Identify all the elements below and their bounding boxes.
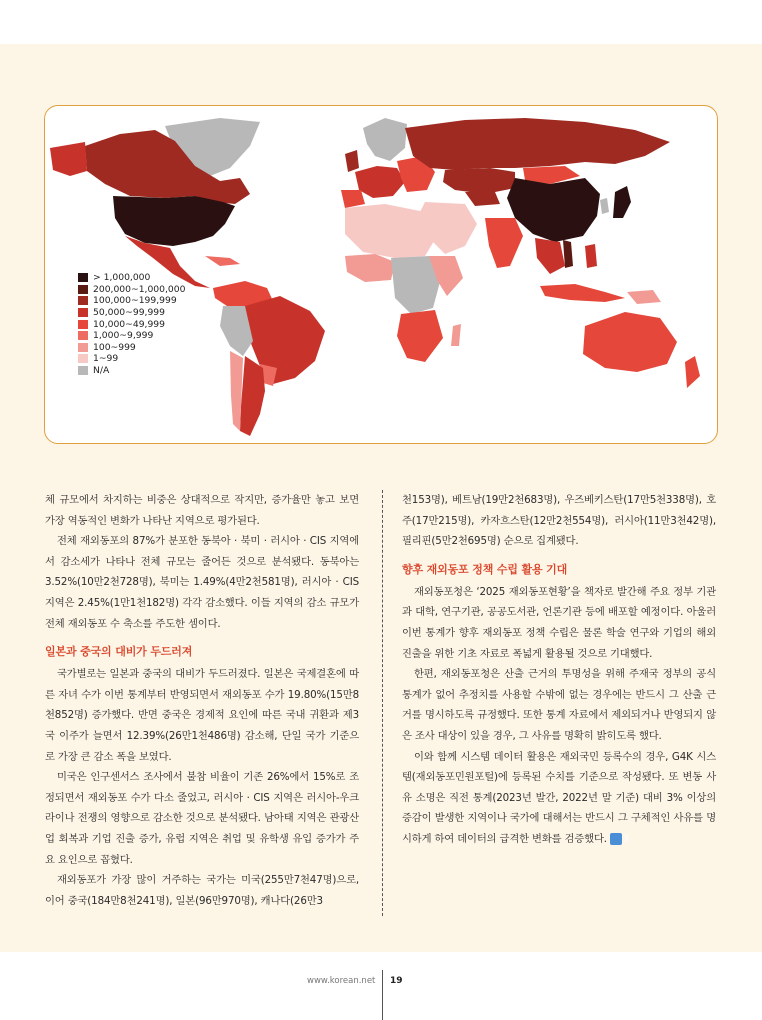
map-russia <box>405 118 670 170</box>
right-column <box>402 490 716 850</box>
legend-item <box>78 342 238 354</box>
legend-swatch <box>78 343 88 352</box>
legend-label: 50,000~99,999 <box>93 307 165 319</box>
map-papua <box>627 290 661 304</box>
legend-label: N/A <box>93 365 110 377</box>
paragraph: 한편, 재외동포청은 산출 근거의 투명성을 위해 주재국 정부의 공식 통계가 없어 추정치를 사용할 수밖에 없는 경우에는 반드시 그 산출 근거를 명시하도록 규정했다. 또한 통계 자료에서 제외되거나 반영되지 않은 조사 대상이 있을 경우, 그 사유를 명확히 밝히도록 했다. <box>402 668 716 742</box>
map-korea <box>600 198 609 214</box>
legend-item <box>78 284 238 296</box>
legend-label: 1~99 <box>93 353 119 365</box>
legend-item <box>78 330 238 342</box>
map-philippines <box>585 244 597 268</box>
map-north-africa <box>345 204 437 258</box>
legend-item <box>78 272 238 284</box>
page-number: 19 <box>390 976 403 986</box>
map-uk <box>345 150 359 172</box>
legend-swatch <box>78 320 88 329</box>
paragraph: 재외동포가 가장 많이 거주하는 국가는 미국(255만7천47명)으로, 이어 중국(184만8천241명), 일본(96만970명), 캐나다(26만3 <box>45 874 359 907</box>
paragraph: 전체 재외동포의 87%가 분포한 동북아 · 북미 · 러시아 · CIS 지역에서 감소세가 나타나 전체 규모는 줄어든 것으로 분석됐다. 동북아는 3.52%(10만2천728명), 북미는 1.49%(4만2천581명), 러시아 · CIS 지역은 2.45%(1만1천182명) 각각 감소했다. 이들 지역의 감소 규모가 전체 재외동포 수 축소를 주도한 셈이다. <box>45 535 359 630</box>
legend-label: 10,000~49,999 <box>93 318 165 330</box>
map-japan <box>613 186 631 218</box>
paragraph-text: 이와 함께 시스템 데이터 활용은 재외국민 등록수의 경우, G4K 시스템(재외동포민원포털)에 등록된 수치를 기준으로 작성됐다. 또 변동 사유 소명은 직전 통계(2023년 발간, 2022년 말 기준) 대비 3% 이상의 증감이 발생한 지역이나 국가에 대해서는 반드시 그 구체적인 사유를 명시하게 하여 데이터의 급격한 변화를 검증했다. <box>402 750 716 845</box>
top-white-band <box>0 0 762 44</box>
footer-site: www.korean.net <box>307 976 376 986</box>
paragraph: 재외동포청은 ‘2025 재외동포현황’을 책자로 발간해 주요 정부 기관과 대학, 연구기관, 공공도서관, 언론기관 등에 배포할 예정이다. 아울러 이번 통계가 향후 재외동포 정책 수립은 물론 학술 연구와 기업의 해외 진출을 위한 기초 자료로 폭넓게 활용될 것으로 기대했다. <box>402 585 716 660</box>
paragraph: 국가별로는 일본과 중국의 대비가 두드러졌다. 일본은 국제결혼에 따른 자녀 수가 이번 통계부터 반영되면서 재외동포 수가 19.80%(15만8천852명) 증가했다. 반면 중국은 경제적 요인에 따른 국내 귀환과 제3국 이주가 늘면서 12.39%(26만1천486명) 감소해, 단일 국가 기준으로 가장 큰 감소 폭을 보였다. <box>45 668 359 763</box>
paragraph: 미국은 인구센서스 조사에서 불참 비율이 기존 26%에서 15%로 조정되면서 재외동포 수가 다소 줄었고, 러시아 · CIS 지역은 러시아-우크라이나 전쟁의 영향으로 감소한 것으로 분석됐다. 남아태 지역은 관광산업 회복과 기업 진출 증가, 유럽 지역은 취업 및 유학생 유입 증가가 주요 요인으로 꼽혔다. <box>45 771 359 866</box>
legend-swatch <box>78 366 88 375</box>
map-alaska <box>50 142 87 176</box>
legend-swatch <box>78 308 88 317</box>
legend-item <box>78 307 238 319</box>
legend-item <box>78 353 238 365</box>
legend-label: 100~999 <box>93 341 136 353</box>
map-madagascar <box>451 324 461 346</box>
map-caribbean <box>205 256 240 266</box>
left-column <box>45 490 359 911</box>
section-heading: 향후 재외동포 정책 수립 활용 기대 <box>402 562 568 576</box>
map-legend <box>78 272 238 376</box>
legend-swatch <box>78 285 88 294</box>
legend-item <box>78 295 238 307</box>
column-divider <box>382 490 383 916</box>
end-mark-icon: 창 <box>610 833 622 845</box>
map-southern-africa <box>397 310 443 362</box>
world-map-panel <box>44 105 718 444</box>
legend-label: 100,000~199,999 <box>93 295 177 307</box>
map-southeast-asia <box>535 238 565 274</box>
legend-label: > 1,000,000 <box>93 272 151 284</box>
legend-swatch <box>78 296 88 305</box>
legend-swatch <box>78 354 88 363</box>
legend-swatch <box>78 273 88 282</box>
map-scandinavia <box>363 118 407 161</box>
legend-item <box>78 365 238 377</box>
legend-item <box>78 318 238 330</box>
map-western-europe <box>355 166 405 198</box>
paragraph: 체 규모에서 차지하는 비중은 상대적으로 작지만, 증가율만 놓고 보면 가장 역동적인 변화가 나타난 지역으로 평가된다. <box>45 494 359 527</box>
footer-divider <box>382 970 383 1020</box>
section-heading: 일본과 중국의 대비가 두드러져 <box>45 645 193 659</box>
map-uzbekistan <box>465 192 500 206</box>
map-india <box>485 218 523 268</box>
legend-swatch <box>78 331 88 340</box>
bottom-white-band <box>0 952 762 1020</box>
paragraph: 천153명), 베트남(19만2천683명), 우즈베키스탄(17만5천338명), 호주(17만215명), 카자흐스탄(12만2천554명), 러시아(11만3천42명), 필리핀(5만2천695명) 순으로 집계됐다. <box>402 494 716 548</box>
map-new-zealand <box>685 356 700 388</box>
map-west-africa <box>345 254 395 282</box>
map-argentina <box>240 356 265 436</box>
map-kazakhstan <box>443 168 515 194</box>
map-australia <box>583 312 677 372</box>
legend-label: 1,000~9,999 <box>93 330 154 342</box>
map-iberia <box>341 190 365 208</box>
paragraph <box>402 747 716 850</box>
map-indonesia <box>540 284 625 302</box>
legend-label: 200,000~1,000,000 <box>93 283 186 295</box>
